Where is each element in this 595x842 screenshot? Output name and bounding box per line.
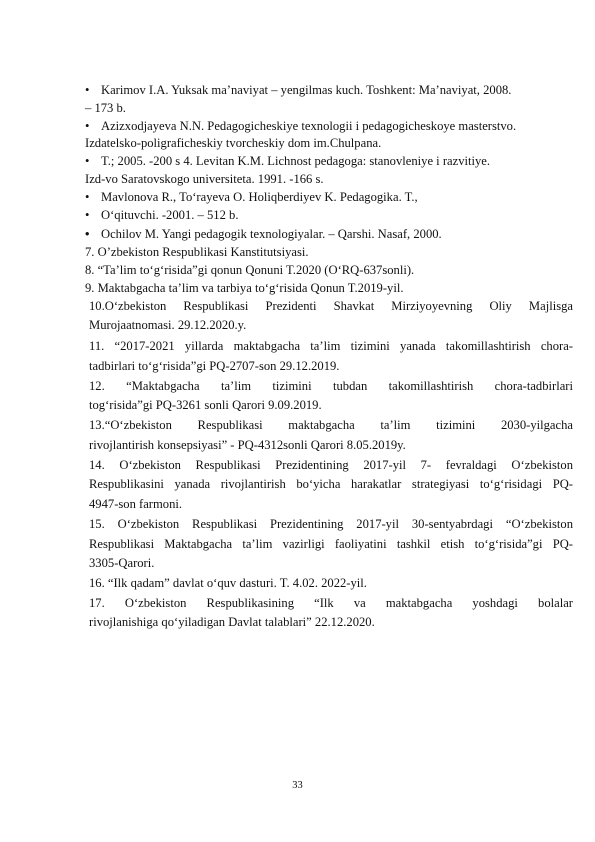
- reference-item-15: 15. O‘zbekiston Respublikasi Prezidentining 2017-yil 30-sentyabrdagi “O‘zbekiston: [89, 517, 573, 531]
- page-number: 33: [292, 780, 303, 791]
- reference-continuation: – 173 b.: [85, 101, 126, 115]
- reference-item-7: 7. O’zbekiston Respublikasi Kanstitutsiyasi.: [85, 245, 309, 259]
- reference-continuation: tog‘risida”gi PQ-3261 sonli Qarori 9.09.2019.: [89, 398, 322, 412]
- reference-item-6: [85, 227, 442, 242]
- reference-item-17: 17. O‘zbekiston Respublikasining “Ilk va maktabgacha yoshdagi bolalar: [89, 596, 573, 610]
- reference-item-1: [85, 83, 511, 98]
- bullet-icon: •: [85, 119, 90, 133]
- reference-continuation: Murojaatnomasi. 29.12.2020.y.: [89, 318, 247, 332]
- reference-continuation: rivojlantirish konsepsiyasi” - PQ-4312sonli Qarori 8.05.2019y.: [89, 438, 406, 452]
- reference-continuation: Izdatelsko-poligraficheskiy tvorcheskiy dom im.Chulpana.: [85, 136, 382, 150]
- reference-continuation: 3305-Qarori.: [89, 556, 155, 570]
- reference-continuation: Respublikasi Maktabgacha ta’lim vazirligi faoliyatini tashkil etish to‘g‘risida”gi PQ-: [89, 537, 573, 551]
- bullet-icon: •: [85, 227, 90, 241]
- reference-item-3: [85, 154, 490, 169]
- reference-continuation: Izd-vo Saratovskogo universiteta. 1991. -166 s.: [85, 172, 324, 186]
- reference-item-8: 8. “Ta’lim to‘g‘risida”gi qonun Qonuni T.2020 (O‘RQ-637sonli).: [85, 263, 415, 277]
- reference-text: Azizxodjayeva N.N. Pedagogicheskiye texnologii i pedagogicheskoye masterstvo.: [101, 119, 517, 133]
- bullet-icon: •: [85, 190, 90, 204]
- reference-text: T.; 2005. -200 s 4. Levitan K.M. Lichnost pedagoga: stanovleniye i razvitiye.: [101, 154, 491, 168]
- reference-text: Mavlonova R., To‘rayeva O. Holiqberdiyev K. Pedagogika. T.,: [101, 190, 418, 204]
- bullet-icon: •: [85, 208, 90, 222]
- reference-text: O‘qituvchi. -2001. – 512 b.: [101, 208, 239, 222]
- reference-item-11: 11. “2017-2021 yillarda maktabgacha ta’lim tizimini yanada takomillashtirish chora-: [89, 339, 573, 353]
- reference-item-9: 9. Maktabgacha ta’lim va tarbiya to‘g‘risida Qonun T.2019-yil.: [85, 281, 404, 295]
- reference-continuation: 4947-son farmoni.: [89, 497, 183, 511]
- reference-item-12: 12. “Maktabgacha ta’lim tizimini tubdan takomillashtirish chora-tadbirlari: [89, 379, 573, 393]
- reference-item-2: [85, 119, 516, 134]
- bullet-icon: •: [85, 83, 90, 97]
- reference-text: Ochilov M. Yangi pedagogik texnologiyalar. – Qarshi. Nasaf, 2000.: [101, 227, 442, 241]
- reference-item-16: 16. “Ilk qadam” davlat o‘quv dasturi. T. 4.02. 2022-yil.: [89, 576, 367, 590]
- reference-item-10: 10.O‘zbekiston Respublikasi Prezidenti Shavkat Mirziyoyevning Oliy Majlisga: [89, 299, 573, 313]
- reference-item-4: [85, 190, 418, 205]
- reference-text: Karimov I.A. Yuksak ma’naviyat – yengilmas kuch. Toshkent: Ma’naviyat, 2008.: [101, 83, 512, 97]
- bullet-icon: •: [85, 154, 90, 168]
- reference-item-5: [85, 208, 238, 223]
- reference-item-14: 14. O‘zbekiston Respublikasi Prezidentining 2017-yil 7- fevraldagi O‘zbekiston: [89, 458, 573, 472]
- reference-continuation: rivojlanishiga qo‘yiladigan Davlat talablari” 22.12.2020.: [89, 615, 375, 629]
- reference-continuation: Respublikasini yanada rivojlantirish bo‘yicha harakatlar strategiyasi to‘g‘risidagi PQ-: [89, 477, 573, 491]
- reference-item-13: 13.“O‘zbekiston Respublikasi maktabgacha ta’lim tizimini 2030-yilgacha: [89, 418, 573, 432]
- reference-continuation: tadbirlari to‘g‘risida”gi PQ-2707-son 29.12.2019.: [89, 359, 340, 373]
